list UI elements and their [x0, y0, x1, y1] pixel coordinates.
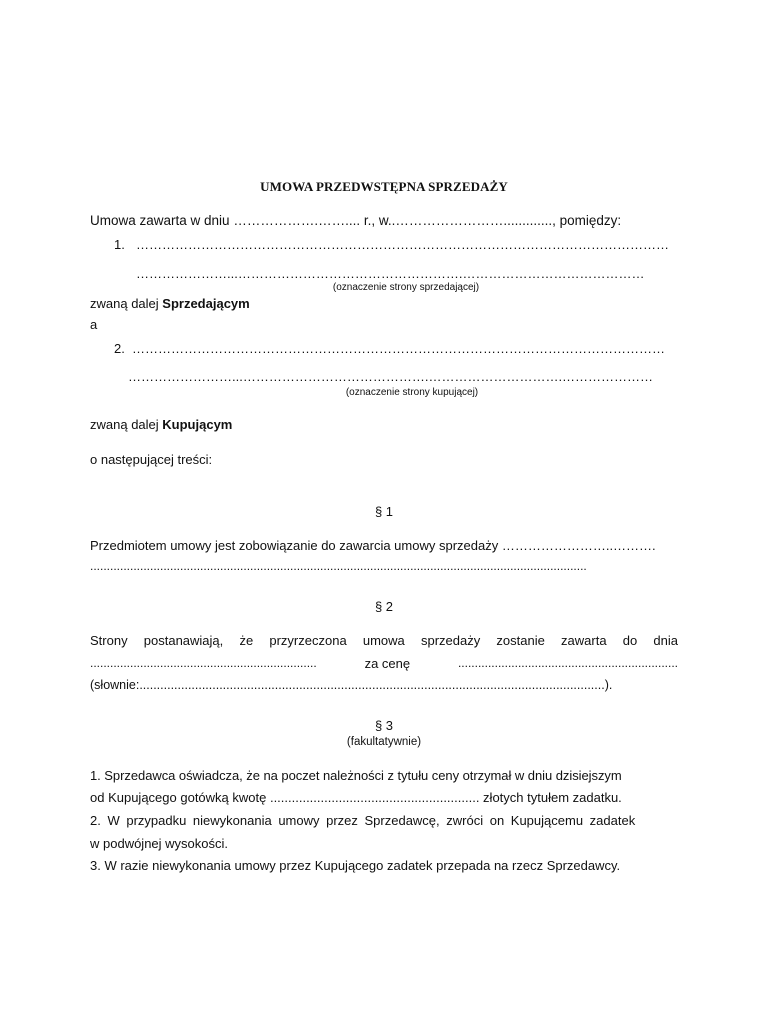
- section2-price-label: za cenę: [364, 656, 411, 671]
- party2-number: 2.: [114, 341, 125, 356]
- section2-word: zostanie: [496, 633, 545, 648]
- section2-word: dnia: [653, 633, 678, 648]
- content-intro: o następującej treści:: [90, 452, 213, 467]
- section1-line2: .....................................................................................................................................................: [90, 559, 587, 573]
- party2-caption: (oznaczenie strony kupującej): [345, 387, 479, 398]
- section2-word: że: [239, 633, 254, 648]
- section2-date-blank: ....................................................................: [90, 656, 317, 670]
- party2-called-name: Kupującym: [162, 417, 233, 432]
- section2-word: przyrzeczona: [269, 633, 347, 648]
- section1-line1: Przedmiotem umowy jest zobowiązanie do zawarcia umowy sprzedaży ……………………..……….: [90, 538, 656, 553]
- section3-heading: § 3: [374, 718, 394, 733]
- section2-line1: [90, 633, 678, 648]
- intro-suffix: , pomiędzy:: [552, 213, 622, 228]
- party2-line2: ……………………...…………………………………….………………………….…………………: [128, 369, 654, 384]
- section2-word: zawarta: [561, 633, 607, 648]
- section2-word: sprzedaży: [420, 633, 481, 648]
- section2-word: postanawiają,: [143, 633, 224, 648]
- section2-word: Strony: [90, 633, 128, 648]
- intro-date-blank: ……………….…….... r., w: [233, 213, 388, 228]
- section2-line3: (słownie:......................................................................................................................................).: [90, 678, 613, 692]
- section2-heading: § 2: [374, 599, 394, 614]
- party1-called-prefix: zwaną dalej: [90, 296, 163, 311]
- party1-line2: …………………...…………………………………………….……………………………………: [136, 266, 645, 281]
- intro-prefix: Umowa zawarta w dniu: [90, 213, 234, 228]
- party2-called: [90, 417, 232, 432]
- section2-price-blank: ..................................................................: [457, 656, 678, 670]
- party2-called-prefix: zwaną dalej: [90, 417, 163, 432]
- section3-subheading: (fakultatywnie): [346, 736, 422, 748]
- section2-word: umowa: [362, 633, 405, 648]
- section2-line2: [90, 656, 678, 671]
- section2-word: do: [622, 633, 638, 648]
- intro-line: [90, 213, 621, 228]
- section3-p3: 3. W razie niewykonania umowy przez Kupującego zadatek przepada na rzecz Sprzedawcy.: [90, 858, 621, 873]
- intro-place-blank: ..…………………….............: [387, 213, 553, 228]
- party1-line1: ……………………………………………………………………………………………………………: [136, 237, 669, 252]
- party1-number: 1.: [114, 237, 125, 252]
- section3-p2-line2: w podwójnej wysokości.: [90, 836, 229, 851]
- party2-line1: ……………………………………………………………………………………………………………: [132, 341, 665, 356]
- section3-p1-line2: od Kupującego gotówką kwotę .......................................................... złotych tytułem zadatku.: [90, 790, 622, 805]
- party1-called-name: Sprzedającym: [162, 296, 250, 311]
- conjunction: a: [90, 317, 98, 332]
- party1-caption: (oznaczenie strony sprzedającej): [332, 282, 480, 293]
- section1-heading: § 1: [374, 504, 394, 519]
- section3-p1-line1: 1. Sprzedawca oświadcza, że na poczet należności z tytułu ceny otrzymał w dniu dzisiejszym: [90, 768, 622, 783]
- section3-p2-line1: 2. W przypadku niewykonania umowy przez Sprzedawcę, zwróci on Kupującemu zadatek: [90, 813, 636, 828]
- document-title: UMOWA PRZEDWSTĘPNA SPRZEDAŻY: [260, 179, 508, 194]
- party1-called: [90, 296, 250, 311]
